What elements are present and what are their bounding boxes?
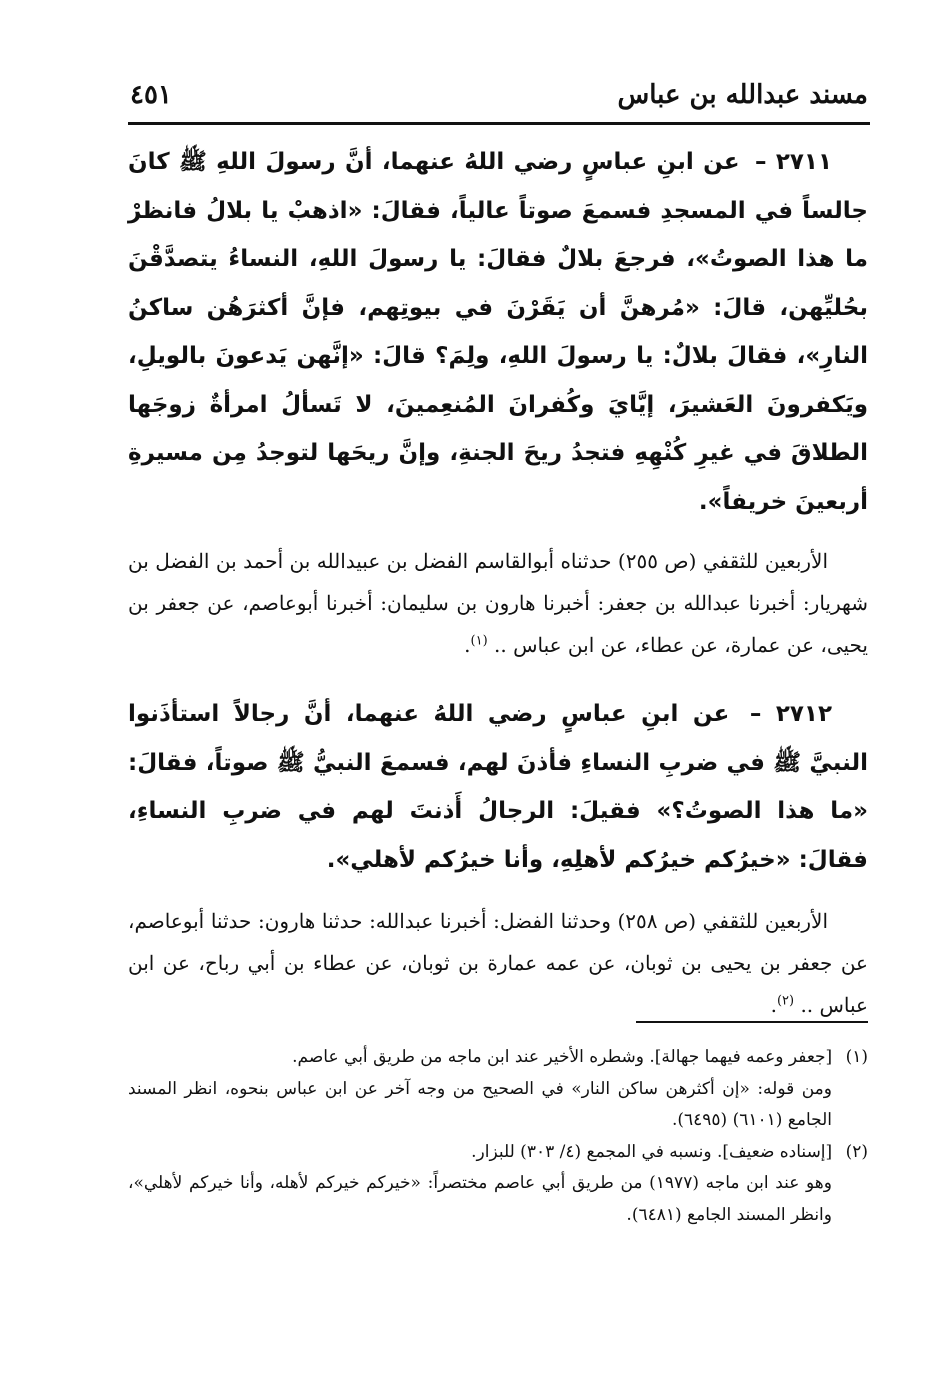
footnote-2: [128, 1137, 868, 1169]
footnote-number: (١): [845, 1047, 868, 1067]
footnote-ref: (١): [470, 633, 488, 649]
running-title: مسند عبدالله بن عباس: [617, 80, 868, 110]
hadith-2712: [128, 690, 868, 884]
hadith-text: عن ابنِ عباسٍ رضي اللهُ عنهما، أنَّ رسولَ اللهِ ﷺ كانَ جالساً في المسجدِ فسمعَ صوتاً عالياً، فقالَ: «اذهبْ يا بلالُ فانظرْ ما هذا الصوتُ»، فرجعَ بلالٌ فقالَ: يا رسولَ اللهِ، النساءُ يتصدَّقْنَ بحُليِّهن، قالَ: «مُرهنَّ أن يَقَرْنَ في بيوتِهم، فإنَّ أكثرَهُن ساكنُ النارِ»، فقالَ بلالٌ: يا رسولَ اللهِ، ولِمَ؟ قالَ: «إنَّهن يَدعونَ بالويلِ، ويَكفرونَ العَشيرَ، إيَّايَ وكُفرانَ المُنعِمينَ، لا تَسألُ امرأةٌ زوجَها الطلاقَ في غيرِ كُنْهِهِ فتجدُ ريحَ الجنةِ، وإنَّ ريحَها لتوجدُ مِن مسيرةِ أربعينَ خريفاً».: [128, 149, 868, 515]
footnote-text: [جعفر وعمه فيهما جهالة]. وشطره الأخير عند ابن ماجه من طريق أبي عاصم.: [292, 1047, 833, 1067]
header-rule: [128, 122, 870, 125]
hadith-number: ٢٧١٢ –: [749, 701, 832, 727]
footnote-1: [128, 1042, 868, 1074]
footnote-1-continuation: ومن قوله: «إن أكثرهن ساكن النار» في الصحيح من وجه آخر عن ابن عباس بنحوه، انظر المسند الجامع (٦١٠١) (٦٤٩٥).: [128, 1078, 832, 1130]
source-text: الأربعين للثقفي (ص ٢٥٥) حدثناه أبوالقاسم الفضل بن عبيدالله بن أحمد بن الفضل بن شهريار: أخبرنا عبدالله بن جعفر: أخبرنا هارون بن سليمان: أخبرنا أبوعاصم، عن جعفر بن يحيى، عن عمارة، عن عطاء، عن ابن عباس ..: [128, 549, 868, 657]
hadith-source: الأربعين للثقفي (ص ٢٥٨) وحدثنا الفضل: أخبرنا عبدالله: حدثنا هارون: حدثنا أبوعاصم، عن جعفر بن يحيى بن ثوبان، عن عمه عمارة بن ثوبان، عن عطاء بن أبي رباح، عن ابن عباس .. $^{(٢)}$.: [128, 909, 868, 1017]
main-content: [128, 138, 868, 1026]
footnote-2-continuation: وهو عند ابن ماجه (١٩٧٧) من طريق أبي عاصم مختصراً: «خيركم خيركم لأهله، وأنا خيركم لأهلي»، وانظر المسند الجامع (٦٤٨١).: [128, 1173, 832, 1225]
hadith-number: ٢٧١١ –: [754, 149, 832, 175]
footnote-number: (٢): [845, 1141, 868, 1162]
footnotes: [128, 1042, 868, 1231]
hadith-2711: [128, 138, 868, 526]
footnote-rule: [636, 1021, 868, 1023]
source-text: الأربعين للثقفي (ص ٢٥٨) وحدثنا الفضل: أخبرنا عبدالله: حدثنا هارون: حدثنا أبوعاصم، عن جعفر بن يحيى بن ثوبان، عن عمه عمارة بن ثوبان، عن عطاء بن أبي رباح، عن ابن عباس ..: [128, 909, 868, 1017]
footnote-text: [إسناده ضعيف]. ونسبه في المجمع (٤/ ٣٠٣) للبزار.: [471, 1141, 833, 1162]
page-header: [128, 78, 868, 122]
page-number: ٤٥١: [130, 80, 172, 110]
footnote-ref: (٢): [776, 993, 795, 1009]
hadith-source: الأربعين للثقفي (ص ٢٥٥) حدثناه أبوالقاسم الفضل بن عبيدالله بن أحمد بن الفضل بن شهريار: أخبرنا عبدالله بن جعفر: أخبرنا هارون بن سليمان: أخبرنا أبوعاصم، عن جعفر بن يحيى، عن عمارة، عن عطاء، عن ابن عباس .. $^{(١)}$.: [128, 549, 868, 657]
hadith-text: عن ابنِ عباسٍ رضي اللهُ عنهما، أنَّ رجالاً استأذَنوا النبيَّ ﷺ في ضربِ النساءِ فأذنَ لهم، فسمعَ النبيُّ ﷺ صوتاً، فقالَ: «ما هذا الصوتُ؟» فقيلَ: الرجالُ أَذنتَ لهم في ضربِ النساءِ، فقالَ: «خيرُكم خيرُكم لأهلِهِ، وأنا خيرُكم لأهلي».: [128, 701, 868, 873]
